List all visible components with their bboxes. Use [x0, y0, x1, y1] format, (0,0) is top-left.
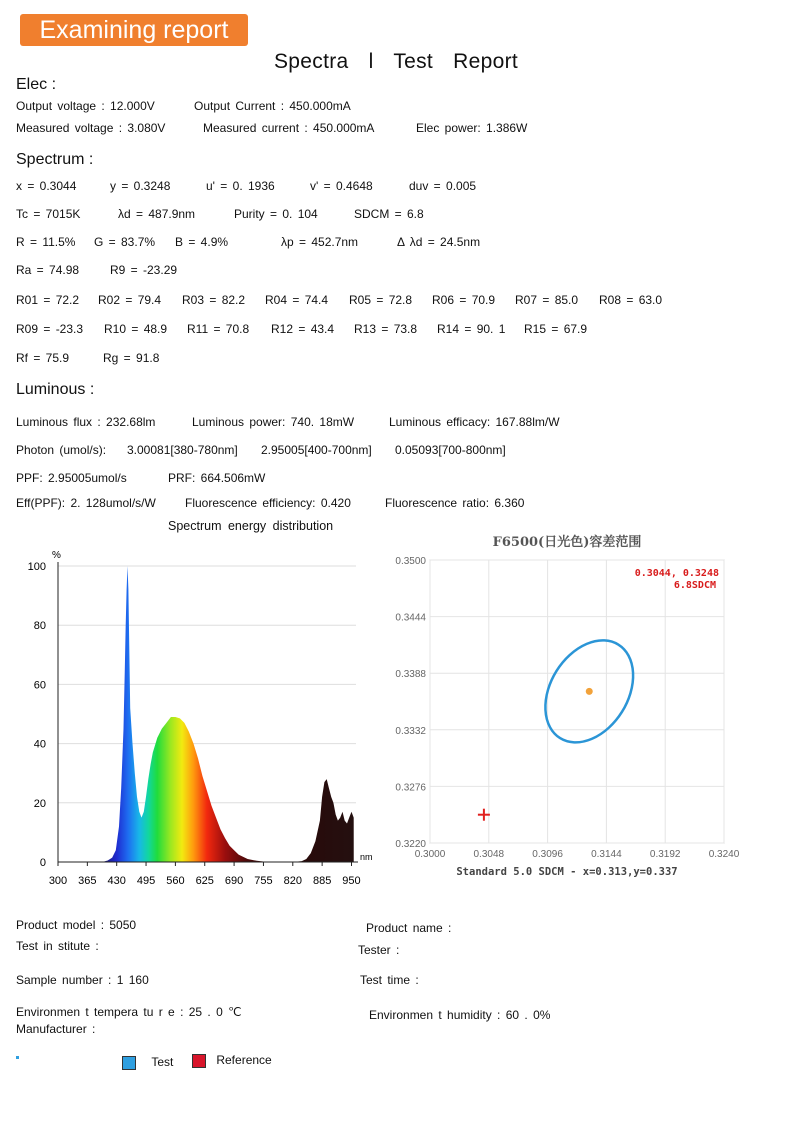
- x-tick-label: 625: [195, 875, 214, 887]
- value-r9: R9 = -23.29: [110, 263, 178, 277]
- value-r05: R05 = 72.8: [349, 293, 413, 307]
- x-tick-label: 690: [224, 875, 244, 887]
- fluorescence-ratio: Fluorescence ratio: 6.360: [385, 496, 525, 510]
- output-voltage: Output voltage : 12.000V: [16, 99, 155, 113]
- value-r12: R12 = 43.4: [271, 322, 335, 336]
- y-tick-label: 0.3276: [395, 782, 426, 794]
- tolerance-chart-title: F6500(日光色)容差范围: [492, 535, 642, 550]
- value-r02: R02 = 79.4: [98, 293, 162, 307]
- value-r08: R08 = 63.0: [599, 293, 663, 307]
- luminous-flux: Luminous flux : 232.68lm: [16, 415, 156, 429]
- test-point-marker: [478, 809, 490, 821]
- x-tick-label: 0.3192: [649, 849, 681, 860]
- measured-voltage: Measured voltage : 3.080V: [16, 121, 166, 135]
- elec-power: Elec power: 1.386W: [416, 121, 528, 135]
- luminous-power: Luminous power: 740. 18mW: [192, 415, 355, 429]
- x-tick-label: 0.3000: [414, 849, 446, 860]
- value-tc: Tc = 7015K: [16, 207, 81, 221]
- fluorescence-efficiency: Fluorescence efficiency: 0.420: [185, 496, 351, 510]
- legend-reference-swatch: [192, 1054, 206, 1068]
- spectrum-row-2: [16, 207, 424, 221]
- elec-row-2: [16, 121, 527, 135]
- value-r03: R03 = 82.2: [182, 293, 246, 307]
- plot-frame: [430, 560, 724, 843]
- photon-400-700: 2.95005[400-700nm]: [261, 443, 372, 457]
- x-tick-label: 885: [312, 875, 332, 887]
- spectrum-row-6: [16, 322, 587, 336]
- luminous-efficacy: Luminous efficacy: 167.88lm/W: [389, 415, 560, 429]
- value-x: x = 0.3044: [16, 179, 77, 193]
- value-r06: R06 = 70.9: [432, 293, 496, 307]
- value-r01: R01 = 72.2: [16, 293, 80, 307]
- value-r13: R13 = 73.8: [354, 322, 418, 336]
- manufacturer: Manufacturer :: [16, 1022, 96, 1036]
- tester: Tester :: [358, 943, 400, 957]
- value-r11: R11 = 70.8: [187, 322, 250, 336]
- photon-380-780: 3.00081[380-780nm]: [127, 443, 238, 457]
- value-r15: R15 = 67.9: [524, 322, 588, 336]
- test-institute: Test in stitute :: [16, 939, 99, 953]
- page-title: Spectra l Test Report: [274, 50, 519, 73]
- luminous-heading: Luminous :: [16, 381, 95, 398]
- value-rg: Rg = 91.8: [103, 351, 160, 365]
- y-tick-label: 0.3500: [395, 556, 426, 567]
- y-tick-label: 0.3388: [395, 669, 426, 681]
- legend-test: [122, 1055, 173, 1070]
- value-eff-ppf: Eff(PPF): 2. 128umol/s/W: [16, 496, 156, 510]
- value-ra: Ra = 74.98: [16, 263, 80, 277]
- value-g: G = 83.7%: [94, 235, 156, 249]
- spectrum-row-1: [16, 179, 476, 193]
- elec-row-1: [16, 99, 351, 113]
- spectrum-row-3: [16, 235, 480, 249]
- spectrum-heading: Spectrum :: [16, 151, 94, 168]
- value-u: u' = 0. 1936: [206, 179, 275, 193]
- value-delta-lambda: Δ λd = 24.5nm: [397, 235, 481, 249]
- value-r10: R10 = 48.9: [104, 322, 168, 336]
- x-tick-label: 495: [136, 875, 156, 887]
- environment-temperature: Environmen t tempera tu r e : 25 . 0 ℃: [16, 1005, 242, 1019]
- value-ppf: PPF: 2.95005umol/s: [16, 471, 127, 485]
- value-b: B = 4.9%: [175, 235, 229, 249]
- y-tick-label: 40: [33, 738, 46, 751]
- luminous-row-2: [16, 443, 506, 457]
- x-tick-label: 560: [166, 875, 185, 887]
- y-axis-unit: %: [52, 550, 61, 561]
- legend-reference: [192, 1053, 272, 1068]
- measured-current: Measured current : 450.000mA: [203, 121, 375, 135]
- annotation-coords: 0.3044, 0.3248: [634, 568, 719, 579]
- luminous-row-3: [16, 471, 265, 485]
- x-tick-label: 0.3240: [708, 849, 740, 860]
- x-tick-label: 365: [78, 875, 97, 887]
- photon-label: Photon (umol/s):: [16, 443, 107, 457]
- spectrum-row-7: [16, 351, 159, 365]
- y-tick-label: 0: [39, 857, 46, 869]
- standard-point-marker: [586, 688, 593, 695]
- product-name: Product name :: [366, 921, 452, 935]
- output-current: Output Current : 450.000mA: [194, 99, 351, 113]
- x-tick-label: 950: [342, 875, 361, 887]
- x-tick-label: 755: [254, 875, 273, 887]
- photon-700-800: 0.05093[700-800nm]: [395, 443, 506, 457]
- value-sdcm: SDCM = 6.8: [354, 207, 424, 221]
- test-time: Test time :: [360, 973, 419, 987]
- legend-dot: [16, 1056, 19, 1059]
- x-axis-unit: nm: [360, 852, 373, 862]
- x-tick-label: 0.3096: [532, 849, 563, 860]
- luminous-row-4: [16, 496, 524, 510]
- value-r04: R04 = 74.4: [265, 293, 329, 307]
- elec-heading: Elec :: [16, 76, 57, 93]
- x-tick-label: 0.3144: [591, 849, 622, 860]
- value-lambda-d: λd = 487.9nm: [118, 207, 196, 221]
- value-rf: Rf = 75.9: [16, 351, 70, 365]
- y-tick-label: 0.3444: [395, 612, 426, 624]
- y-tick-label: 100: [27, 561, 46, 573]
- spectrum-chart-title: Spectrum energy distribution: [168, 519, 334, 533]
- y-tick-label: 60: [33, 679, 46, 692]
- value-prf: PRF: 664.506mW: [168, 471, 266, 485]
- value-r09: R09 = -23.3: [16, 322, 84, 336]
- value-y: y = 0.3248: [110, 179, 171, 193]
- value-purity: Purity = 0. 104: [234, 207, 318, 221]
- value-v: v' = 0.4648: [310, 179, 373, 193]
- luminous-row-1: [16, 415, 560, 429]
- legend-test-label: Test: [151, 1055, 174, 1069]
- sample-number: Sample number : 1 160: [16, 973, 149, 987]
- spectrum-chart: [10, 544, 382, 889]
- value-lambda-p: λp = 452.7nm: [281, 235, 359, 249]
- spectrum-area: [94, 566, 354, 862]
- legend-test-swatch: [122, 1056, 136, 1070]
- y-tick-label: 20: [33, 797, 46, 810]
- value-r: R = 11.5%: [16, 235, 76, 249]
- y-tick-label: 80: [33, 620, 46, 633]
- product-model: Product model : 5050: [16, 918, 137, 932]
- y-tick-label: 0.3332: [395, 725, 426, 737]
- x-tick-label: 430: [107, 875, 126, 887]
- x-tick-label: 820: [283, 875, 302, 887]
- value-r14: R14 = 90. 1: [437, 322, 506, 336]
- x-tick-label: 300: [48, 875, 68, 887]
- y-tick-label: 0.3220: [395, 839, 426, 850]
- tolerance-x-label: Standard 5.0 SDCM - x=0.313,y=0.337: [456, 866, 678, 878]
- spectrum-row-5: [16, 293, 662, 307]
- legend-reference-label: Reference: [216, 1053, 272, 1067]
- annotation-sdcm: 6.8SDCM: [673, 580, 716, 591]
- spectrum-row-4: [16, 263, 177, 277]
- environment-humidity: Environmen t humidity : 60 . 0%: [369, 1008, 551, 1022]
- value-duv: duv = 0.005: [409, 179, 477, 193]
- value-r07: R07 = 85.0: [515, 293, 579, 307]
- tolerance-chart: [390, 528, 760, 883]
- report-badge: Examining report: [20, 14, 248, 46]
- x-tick-label: 0.3048: [473, 849, 505, 860]
